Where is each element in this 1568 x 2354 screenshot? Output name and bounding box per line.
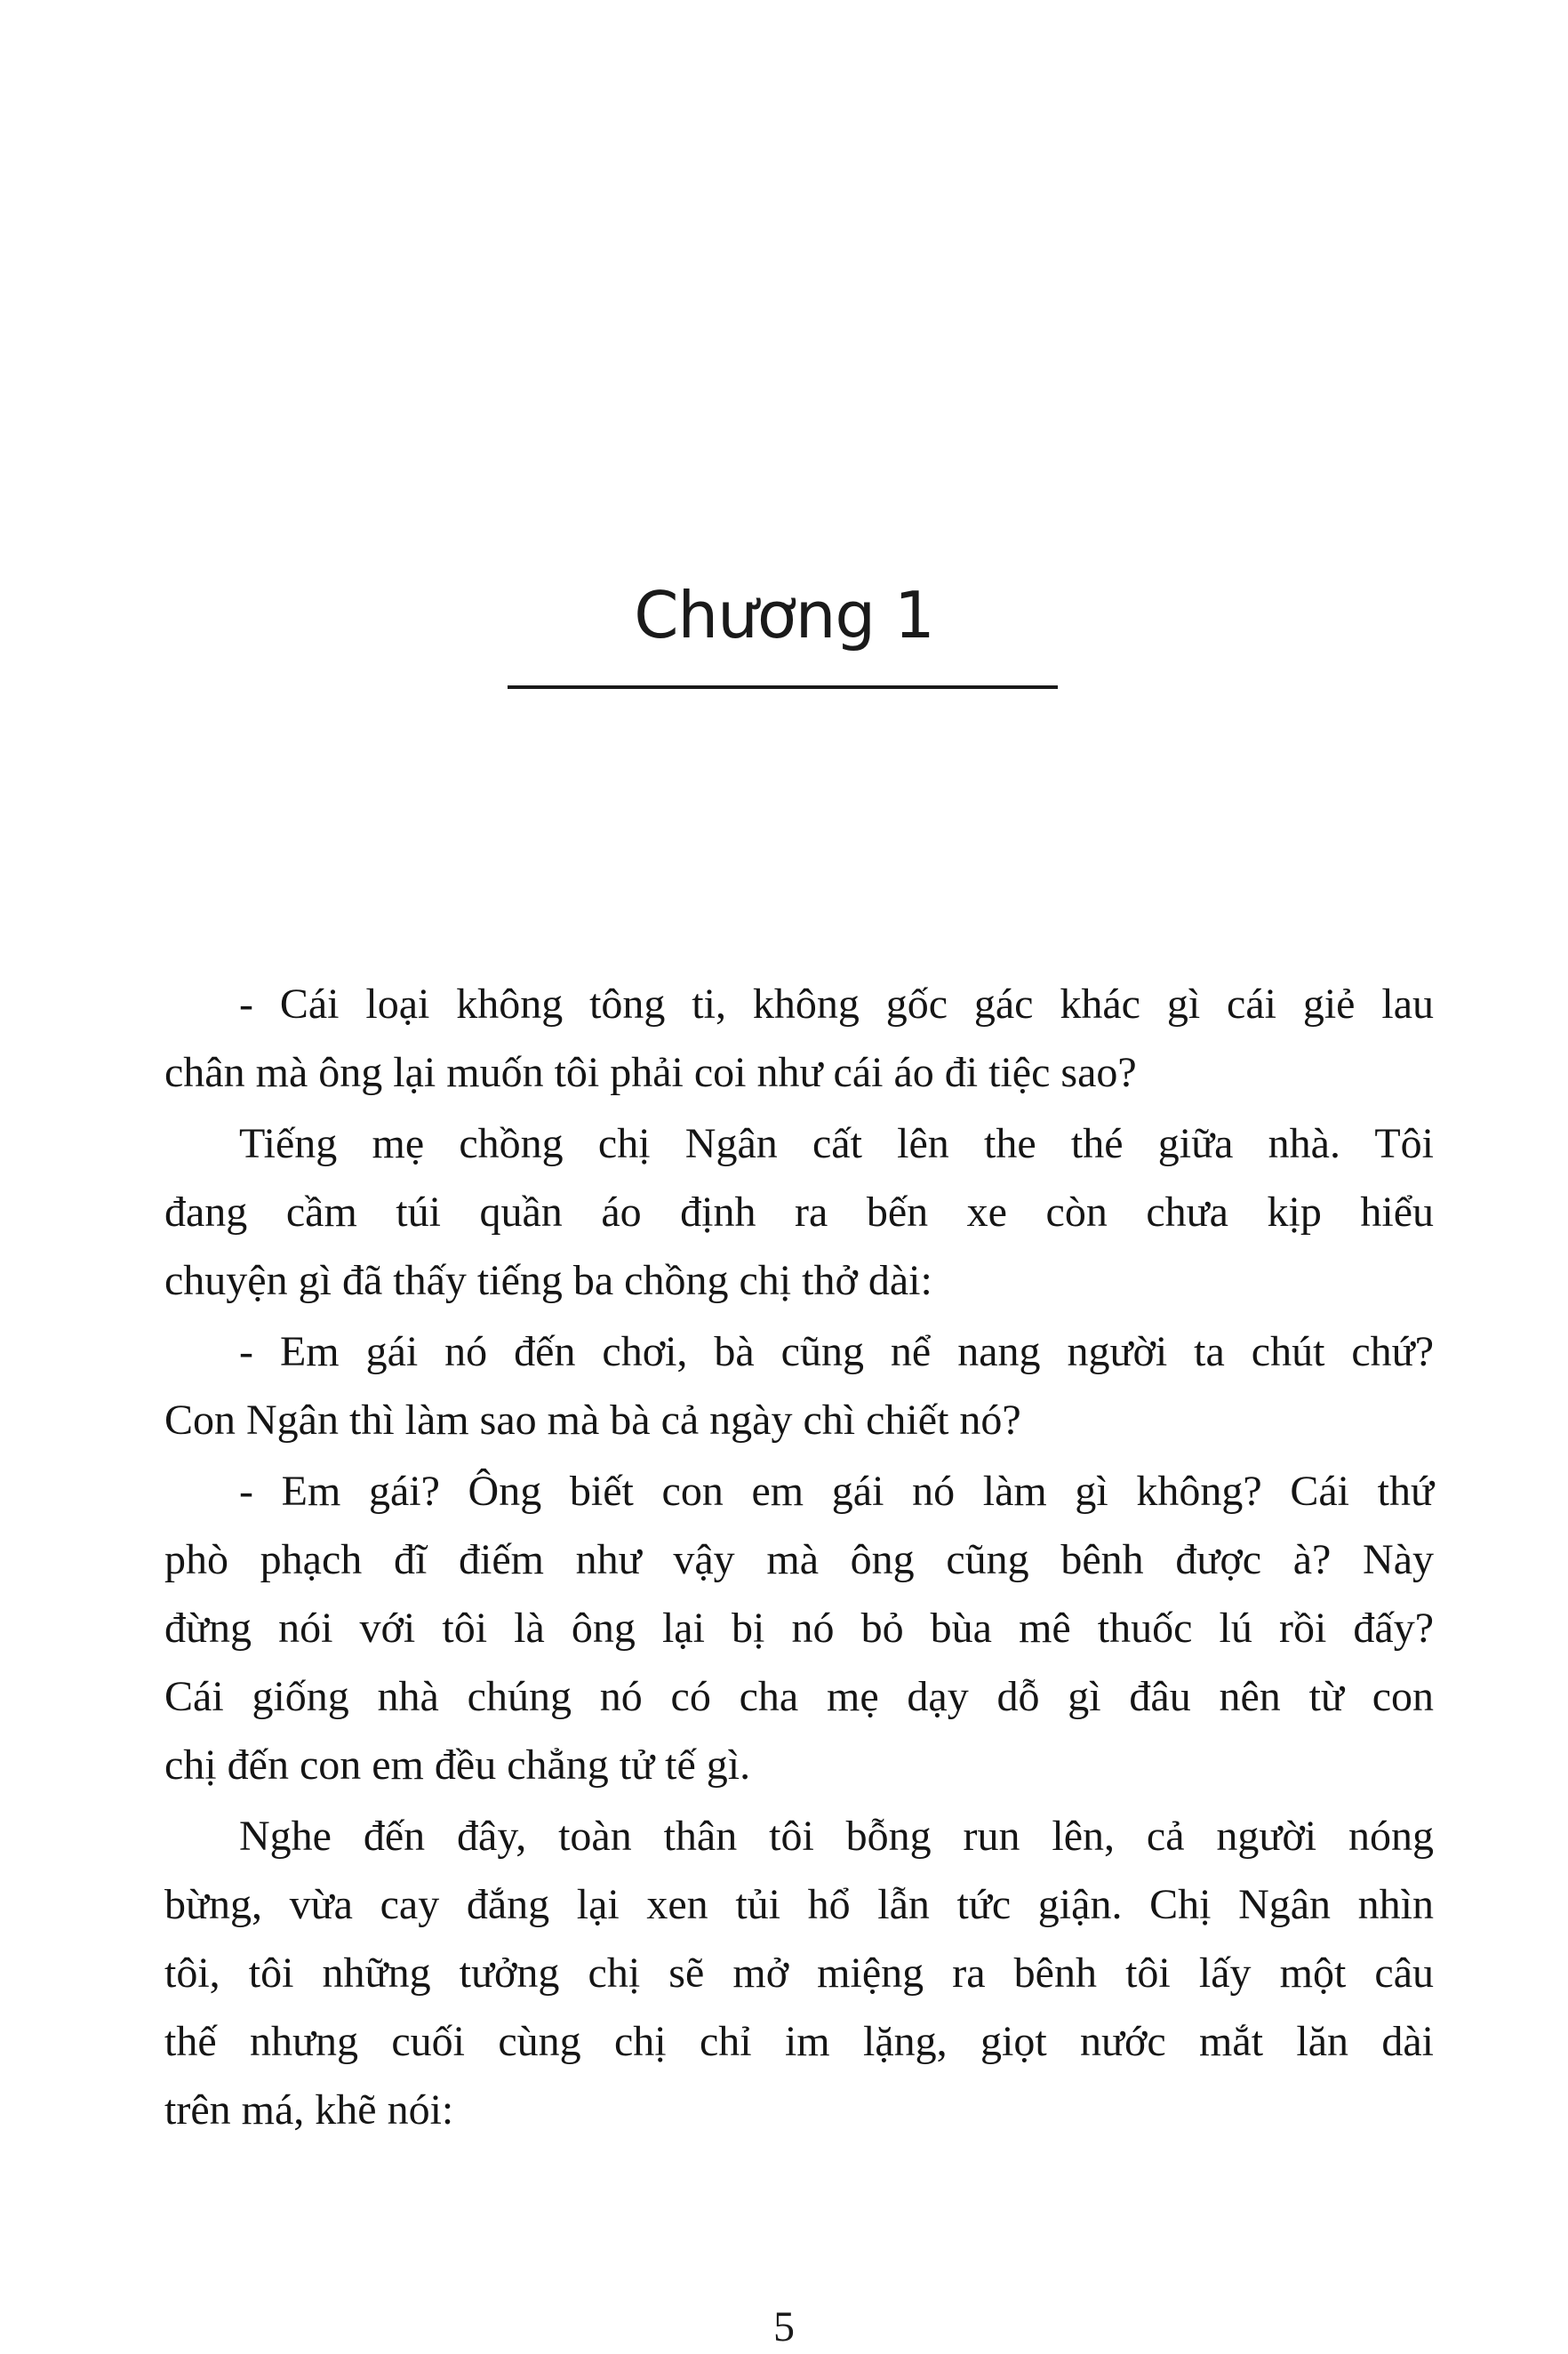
body-text	[164, 970, 1434, 2147]
page-number: 5	[773, 2303, 795, 2350]
text-line: tôi, tôi những tưởng chị sẽ mở miệng ra bênh tôi lấy một câu	[164, 1950, 1434, 1997]
text-line: chân mà ông lại muốn tôi phải coi như cái áo đi tiệc sao?	[164, 1049, 1137, 1096]
text-line: bừng, vừa cay đắng lại xen tủi hổ lẫn tức giận. Chị Ngân nhìn	[164, 1881, 1434, 1928]
text-line: chuyện gì đã thấy tiếng ba chồng chị thở dài:	[164, 1257, 932, 1304]
text-line: Nghe đến đây, toàn thân tôi bỗng run lên, cả người nóng	[239, 1813, 1434, 1860]
text-line: chị đến con em đều chẳng tử tế gì.	[164, 1741, 751, 1789]
text-line: Tiếng mẹ chồng chị Ngân cất lên the thé giữa nhà. Tôi	[239, 1120, 1434, 1167]
paragraph	[164, 1457, 1434, 1799]
text-line: trên má, khẽ nói:	[164, 2086, 454, 2134]
text-line: phò phạch đĩ điếm như vậy mà ông cũng bênh được à? Này	[164, 1536, 1434, 1583]
paragraph	[164, 1109, 1434, 1315]
text-line: - Cái loại không tông ti, không gốc gác khác gì cái giẻ lau	[239, 981, 1434, 1028]
text-line: - Em gái nó đến chơi, bà cũng nể nang người ta chút chứ?	[239, 1328, 1434, 1375]
paragraph	[164, 1317, 1434, 1454]
text-line: Con Ngân thì làm sao mà bà cả ngày chì chiết nó?	[164, 1397, 1021, 1444]
title-divider	[508, 685, 1058, 689]
paragraph	[164, 1802, 1434, 2144]
chapter-title: Chương 1	[634, 578, 934, 653]
text-line: Cái giống nhà chúng nó có cha mẹ dạy dỗ gì đâu nên từ con	[164, 1673, 1434, 1720]
text-line: - Em gái? Ông biết con em gái nó làm gì không? Cái thứ	[239, 1468, 1434, 1515]
text-line: thế nhưng cuối cùng chị chỉ im lặng, giọt nước mắt lăn dài	[164, 2018, 1434, 2065]
text-line: đang cầm túi quần áo định ra bến xe còn chưa kịp hiểu	[164, 1189, 1434, 1236]
text-line: đừng nói với tôi là ông lại bị nó bỏ bùa mê thuốc lú rồi đấy?	[164, 1605, 1434, 1652]
paragraph	[164, 970, 1434, 1107]
